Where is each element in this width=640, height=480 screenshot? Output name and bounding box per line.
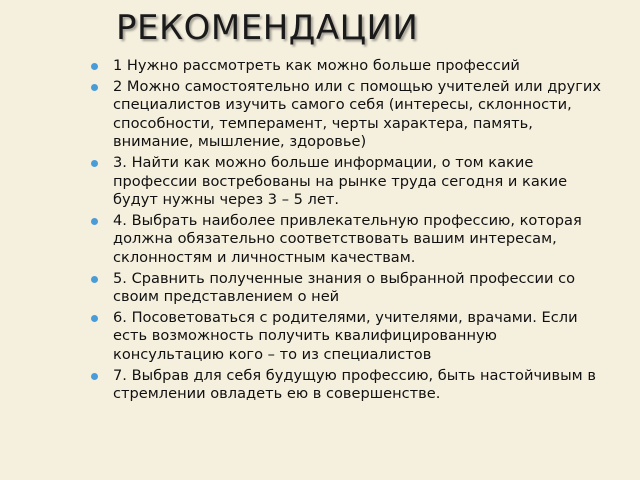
bullet-icon — [91, 218, 98, 225]
list-item — [88, 212, 608, 268]
list-item — [88, 154, 608, 210]
list-item — [88, 270, 608, 307]
list-item — [88, 309, 608, 365]
list-item — [88, 367, 608, 404]
bullet-icon — [91, 276, 98, 283]
list-item — [88, 78, 608, 152]
bullet-icon — [91, 160, 98, 167]
list-item-text: 6. Посоветоваться с родителями, учителями, врачами. Если есть возможность получить квалифицированную консультацию кого – то из специалистов — [113, 308, 578, 363]
list-item-text: 4. Выбрать наиболее привлекательную профессию, которая должна обязательно соответствовать вашим интересам, склонностям и личностным качествам. — [113, 211, 582, 266]
list-item-text: 2 Можно самостоятельно или с помощью учителей или других специалистов изучить самого себя (интересы, склонности, способности, темперамент, черты характера, память, внимание, мышление, здоровье) — [113, 77, 601, 151]
bullet-icon — [91, 84, 98, 91]
list-item-text: 1 Нужно рассмотреть как можно больше профессий — [113, 57, 520, 74]
bullet-icon — [91, 373, 98, 380]
slide-title: РЕКОМЕНДАЦИИ — [116, 8, 419, 48]
recommendation-list — [88, 57, 608, 406]
bullet-icon — [91, 63, 98, 70]
bullet-icon — [91, 315, 98, 322]
list-item-text: 3. Найти как можно больше информации, о том какие профессии востребованы на рынке труда сегодня и какие будут нужны через 3 – 5 лет. — [113, 153, 568, 209]
list-item — [88, 57, 608, 76]
list-item-text: 5. Сравнить полученные знания о выбранной профессии со своим представлением о ней — [113, 269, 576, 306]
list-item-text: 7. Выбрав для себя будущую профессию, быть настойчивым в стремлении овладеть ею в совершенстве. — [113, 366, 596, 403]
